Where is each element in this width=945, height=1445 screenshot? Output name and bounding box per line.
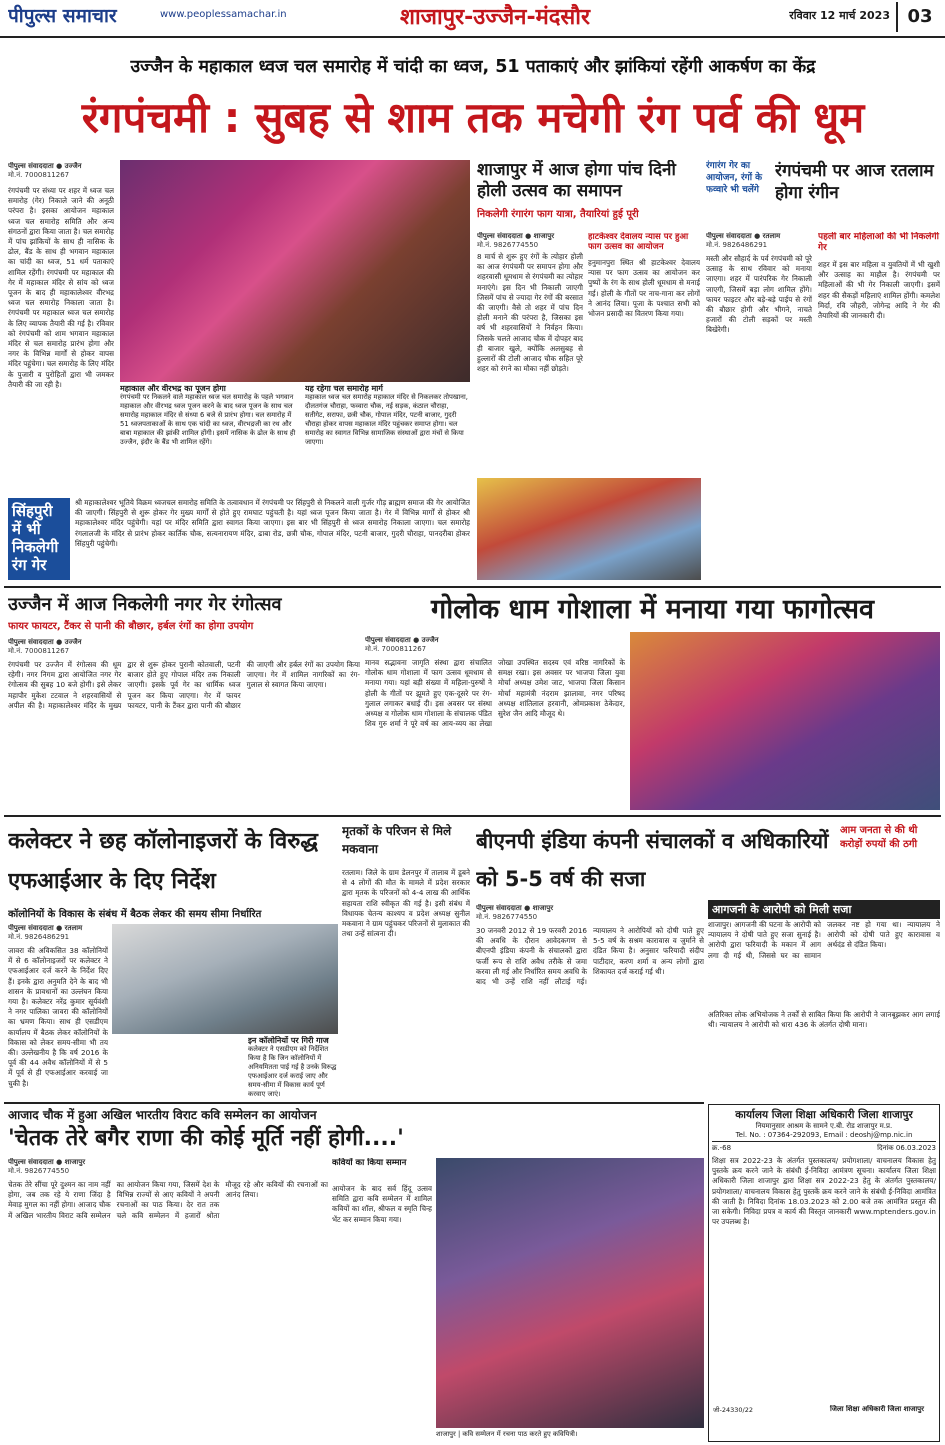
notice-office: कार्यालय जिला शिक्षा अधिकारी जिला शाजापुर: [735, 1109, 913, 1121]
newspaper-logo: [8, 2, 138, 28]
singhpuri-text: श्री महाकालेश्वर भूतिये विक्रम ध्वजचल समारोह समिति के तत्वावधान में रंगपंचमी पर सिंहपुरी से निकलने वाली गुर्जर गौड़ ब्राह्मण समाज की गेर आयोजित की जाएगी। सिंहपुरी से शुरू होकर गेर मुख्य मार्गों से होते हुए रामघाट पहुंचती है। यहां ध्वज पूजन किया जाता है। गेर में विभिन्न मार्गों से होकर श्री महाकालेश्वर मंदिर पहुंचेगी। यहां पर मंदिर समिति द्वारा स्वागत किया जाएगा। इस बार भी सिंहपुरी से ध्वज समारोह निकाला जाएगा। चल समारोह रंगलालजी के मंदिर से प्रारंभ होकर कार्तिक चौक, सत्यनारायण मंदिर, ढाबा रोड, छत्री चौक, गोपाल मंदिर, पटनी बाजार, गुदरी चौराहा, पानदरीबा होकर सिंहपुरी पहुंचेगी।: [75, 498, 470, 548]
shajapur-holi-photo: [477, 478, 701, 580]
ratlam-women-text: शहर में इस बार महिला व युवतियों में भी खुशी और उत्साह का माहौल है। रंगपंचमी पर महिलाओं की भी गेर निकाली जाएगी। इसमें शहर की सैकड़ों महिलाएं शामिल होंगी। कमलेश मिर्दा, रवि जौहरी, जोगेन्द्र आदि ने गेर की तैयारियों की जानकारी दी।: [818, 260, 940, 321]
notice-contact: Tel. No. : 07364-292093, Email : deoshj@mp.nic.in: [712, 1131, 936, 1142]
singhpuri-label: सिंहपुरी में भी निकलेगी रंग गेर: [8, 498, 70, 580]
golok-photo: [630, 632, 940, 810]
ratlam-women-title: पहली बार महिलाओं की भी निकलेगी गेर: [818, 232, 939, 253]
kavi-byline: पीपुल्स संवाददाता ● शाजापुर मो.नं. 9826774550: [8, 1158, 86, 1175]
collector-headline: कलेक्टर ने छह कॉलोनाइजरों के विरुद्ध एफआईआर के दिए निर्देश: [8, 829, 318, 894]
main-headline: रंगपंचमी : सुबह से शाम तक मचेगी रंग पर्व की धूम: [81, 93, 865, 142]
kavi-kicker: आजाद चौक में हुआ अखिल भारतीय विराट कवि सम्मेलन का आयोजन: [8, 1108, 317, 1122]
divider-3: [4, 1102, 704, 1104]
shajapur-holi-headline: शाजापुर में आज होगा पांच दिनी होली उत्सव का समापन: [477, 160, 676, 201]
bnp-headline: बीएनपी इंडिया कंपनी संचालकों व अधिकारियों को 5-5 वर्ष की सजा: [476, 829, 829, 891]
hatkeshwar-text: हनुमानपुरा स्थित श्री हाटकेश्वर देवालय न्यास पर फाग उत्सव का आयोजन कर पुष्पों के रंग के साथ होली धूमधाम से मनाई गई। होली के गीतों पर नाच-गाना कर लोगों ने आनंद लिया। पूजा के पश्चात सभी को भोजन प्रसादी का वितरण किया गया।: [588, 258, 700, 319]
bnp-text: 30 जनवरी 2012 से 19 फरवरी 2016 की अवधि के दौरान आवेदकगण से बीएनपी इंडिया कंपनी के संचालकों द्वारा फर्जी रूप से राशि अवैध तरीके से जमा करवा ली गई और निर्धारित समय अवधि के बाद भी उन्हें राशि नहीं लौटाई गई। न्यायालय ने आरोपियों को दोषी पाते हुए 5-5 वर्ष के सश्रम कारावास व जुर्माने से दंडित किया है। अनुसार फरियादी संदीप पाटीदार, करण शर्मा व अन्य लोगों द्वारा शिकायत दर्ज कराई गई थी।: [476, 926, 704, 987]
top-kicker: उज्जैन के महाकाल ध्वज चल समारोह में चांदी का ध्वज, 51 पताकाएं और झांकियां रहेंगी आकर्षण का केंद्र: [130, 57, 816, 77]
relief-headline: मृतकों के परिजन से मिले मकवाना: [342, 824, 452, 856]
ratlam-text: मस्ती और सौहार्द के पर्व रंगपंचमी को पूरे उत्साह के साथ रविवार को मनाया जाएगा। शहर में पारंपरिक गेर निकाली जाएगी, जिसमें बड़ा लोग शामिल होंगे। फायर फाइटर और बड़े-बड़े पाईप से रंगों की बौछार होगी और भीगने, नाचते हजारों की टोली सड़कों पर मस्ती बिखेरेगी।: [706, 254, 812, 335]
divider-1: [4, 586, 941, 588]
mahakal-photo: [120, 160, 470, 382]
golok-text: मानव सद्भावना जागृति संस्था द्वारा संचालित गोलोक धाम गोशाला में फाग उत्सव धूमधाम से मनाया गया। यहां बड़ी संख्या में महिला-पुरुषों ने होली के गीतों पर झूमते हुए एक-दूसरे पर रंग-गुलाल लगाकर बधाई दी। इस अवसर पर संस्था अध्यक्ष व गोलोक धाम गोशाला के संचालक पंडित शिव गुरु शर्मा ने पूरे वर्ष का आय-व्यय का लेखा जोखा उपस्थित सदस्य एवं वरिष्ठ नागरिकों के समक्ष रखा। इस अवसर पर भाजपा जिला युवा मोर्चा अध्यक्ष उमेश जाट, भाजपा जिला किसान मोर्चा महामंत्री नंदराम झालावा, नगर परिषद अध्यक्ष शांतिलाल हरवानी, ओमप्रकाश ठेकेदार, सुरेश जैन आदि मौजूद थे।: [365, 658, 625, 729]
kavi-photo-caption: शाजापुर | कवि सम्मेलन में रचना पाठ करते हुए कवियित्री।: [436, 1430, 578, 1438]
ujjain-ger-headline: उज्जैन में आज निकलेगी नगर गेर रंगोत्सव: [8, 594, 282, 615]
main-story-text: रंगपंचमी पर संध्या पर शहर में ध्वज चल समारोह (गेर) निकाले जाने की अनूठी परंपरा है। इसका आयोजन महाकाल ध्वज चल समारोह समिति और अन्य संगठनों द्वारा किया जाता है। चल समारोह में पांच झांकियों के साथ ही नासिक के ढोल, बैंड के साथ ही भगवान महाकाल का चांदी का ध्वज, 51 धर्म पताकाएं शामिल रहेंगी। रंगपंचमी पर महाकाल की गेर में महाकाल मंदिर से सांय को ध्वज पूजन के बाद ही महाकालेश्वर वीरभद्र ध्वज चल समारोह निकाला जाता है। रंगपंचमी पर महाकाल ध्वज चल समारोह के लिए व्यापक तैयारी की गई है। रविवार को रंगपंचमी को शाम भगवान महाकाल मंदिर से चल समारोह प्रारंभ होगा और नगर के विभिन्न मार्गों से होकर वापस मंदिर पहुंचेगा। चल समारोह के लिए मंदिर के पुजारी व पुरोहितों द्वारा भी जमकर तैयारी की जा रही है।: [8, 186, 114, 389]
collector-caption: इन कॉलोनियों पर गिरी गाज कलेक्टर ने एसडीएम को निर्देशित किया है कि जिन कॉलोनियों में अनियमितता पाई गई है उनके विरुद्ध एफआईआर दर्ज कराई जाए और समय-सीमा में विकास कार्य पूर्ण करवाए जाएं।: [248, 1036, 337, 1098]
arson-text: शाजापुर। आगजनी की घटना के आरोपी को न्यायालय ने दोषी पाते हुए सजा सुनाई है। आरोपी द्वारा फरियादी के मकान में आग लगा दी गई थी, जिससे घर का सामान जलकर नष्ट हो गया था। न्यायालय ने आरोपी को दोषी पाते हुए कारावास व अर्थदंड से दंडित किया।: [708, 920, 940, 960]
kavi-text: चेतक तेरे सींचा पूरे दुश्मन का नाम नहीं होगा, जब तक रहे ये राणा जिंदा है मेवाड़ मुगल का नहीं होगा। आजाद चौक में अखिल भारतीय विराट कवि सम्मेलन का आयोजन किया गया, जिसमें देश के विभिन्न राज्यों से आए कवियों ने अपनी रचनाओं का पाठ किया। देर रात तक चले कवि सम्मेलन में हजारों श्रोता मौजूद रहे और कवियों की रचनाओं का आनंद लिया।: [8, 1180, 328, 1220]
kavi-headline: 'चेतक तेरे बगैर राणा की कोई मूर्ति नहीं होगी....': [8, 1126, 404, 1151]
kavi-honor-title: कवियों का किया सम्मान: [332, 1158, 407, 1168]
masthead: [0, 0, 945, 38]
notice-code: जी-24330/22: [713, 1406, 753, 1414]
issue-date: रविवार 12 मार्च 2023: [789, 9, 890, 22]
notice-text: शिक्षा सत्र 2022-23 के अंतर्गत पुस्तकालय/ प्रयोगशाला/ वाचनालय विकास हेतु पुस्तके क्रय करने जाने के संबंधी ई-निविदा आमंत्रण सूचना। कार्यालय जिला शिक्षा अधिकारी जिला शाजापुर द्वारा शिक्षा सत्र 2022-23 हेतु के अंतर्गत पुस्तकालय/ प्रयोगशाला/ वाचनालय विकास हेतु पुस्तकें क्रय करने जाने के संबंधी ई-निविदा आमंत्रित की जाती है। निविदा दिनांक 18.03.2023 को 2.00 बजे तक आमंत्रित प्रस्तुत की जा सकेगी। निविदा प्रपत्र व कार्य की विस्तृत जानकारी www.mptenders.gov.in पर उपलब्ध है।: [712, 1156, 936, 1227]
section-title: शाजापुर-उज्जैन-मंदसौर: [399, 5, 591, 30]
ujjain-ger-byline: पीपुल्स संवाददाता ● उज्जैन मो.नं. 7000811267: [8, 638, 82, 655]
notice-date: दिनांक 06.03.2023: [877, 1144, 936, 1152]
shajapur-holi-text: 8 मार्च से शुरू हुए रंगों के त्योहार होली का आज रंगपंचमी पर समापन होगा और शहरवासी धूमधाम से रंगपंचमी का त्योहार मनाएंगे। इस दिन भी निकाली जाएगी जिसमें पांच से ज्यादा गेर रंगों की बरसात की जाएगी। वैसे तो शहर में पांच दिन होली मनाने की परंपरा है, जिसका इस वर्ष भी शहरवासियों ने निर्वहन किया। जिसके चलते आजाद चौक में दोपहर बाद ही बाजार खुले, क्योंकि अलसुबह से हुल्लारों की टोली आजाद चौक सहित पूरे शहर को रंगने का मौका नहीं छोड़ते।: [477, 252, 583, 374]
route-caption: यह रहेगा चल समारोह मार्ग महाकाल ध्वज चल समारोह महाकाल मंदिर से निकलकर तोपखाना, दौलतगंज चौराहा, फव्वारा चौक, नई सड़क, कंठाल चौराहा, सतीगेट, सराफा, छत्री चौक, गोपाल मंदिर, पटनी बाजार, गुदरी चौराहा होकर वापस महाकाल मंदिर पहुंचकर समाप्त होगा। चल समारोह का स्वागत विभिन्न सामाजिक संस्थाओं द्वारा मंचों से किया जाएगा।: [305, 384, 468, 446]
golok-headline: गोलोक धाम गोशाला में मनाया गया फागोत्सव: [431, 594, 874, 625]
mahakal-caption: महाकाल और वीरभद्र का पूजन होगा रंगपंचमी पर निकलने वाले महाकाल ध्वज चल समारोह के पहले भगवान महाकाल और वीरभद्र ध्वज पूजन करने के बाद ध्वज पूजन के साथ चल समारोह महाकाल मंदिर से संध्या 6 बजे से प्रारंभ होगा। चल समारोह में 51 ध्वजपताकाओं के साथ एक चांदी का ध्वज, वीरभद्रजी का रथ और बाबा महाकाल की झांकी शामिल होंगी। इसमें नासिक के ढोल के साथ ही उज्जैन, इंदौर के बैंड भी शामिल रहेंगे।: [120, 384, 296, 446]
shajapur-holi-sub: निकलेगी रंगारंग फाग यात्रा, तैयारियां हुई पूरी: [477, 209, 639, 220]
collector-sub: कॉलोनियों के विकास के संबंध में बैठक लेकर की समय सीमा निर्धारित: [8, 909, 262, 920]
tender-notice: [708, 1104, 940, 1442]
bnp-kicker: आम जनता से की थी करोड़ों रुपयों की ठगी: [840, 825, 918, 850]
collector-text: जावरा की अविकसित 38 कॉलोनियों में से 6 कॉलोनाइजरों पर कलेक्टर ने एफआईआर दर्ज करने के निर्देश दिए हैं। इनके द्वारा अनुमति देने के बाद भी शासन के प्रावधानों का उल्लंघन किया गया है। कलेक्टर नरेंद्र कुमार सूर्यवंशी ने नगर पालिका जावरा की कॉलोनियों का भ्रमण किया। साथ ही एसडीएम कार्यालय में बैठक लेकर कॉलोनियों के विकास को लेकर समय-सीमा भी तय की। उल्लेखनीय है कि वर्ष 2016 के पूर्व की 44 अवैध कॉलोनियों में से 5 में पूर्व से ही एफआईआर करवाई जा चुकी है।: [8, 946, 108, 1088]
kavi-photo: [436, 1158, 704, 1428]
shajapur-holi-byline: पीपुल्स संवाददाता ● शाजापुर मो.नं. 9826774550: [477, 232, 555, 249]
golok-byline: पीपुल्स संवाददाता ● उज्जैन मो.नं. 7000811267: [365, 636, 439, 653]
ratlam-kicker: रंगारंग गेर का आयोजन, रंगों के फव्वारे भी चलेंगे: [706, 161, 763, 195]
ratlam-byline: पीपुल्स संवाददाता ● रतलाम मो.नं. 9826486291: [706, 232, 781, 249]
collector-photo: [112, 924, 338, 1034]
ratlam-headline: रंगपंचमी पर आज रतलाम होगा रंगीन: [775, 161, 934, 203]
page-number: 03: [896, 2, 942, 32]
hatkeshwar-subhead: हाटकेश्वर देवालय न्यास पर हुआ फाग उत्सव का आयोजन: [588, 232, 689, 252]
main-byline: पीपुल्स संवाददाता ● उज्जैन मो.नं. 7000811267: [8, 162, 82, 179]
notice-address: नियमानुसार आश्रम के सामने ए.बी. रोड शाजापुर म.प्र.: [755, 1122, 893, 1130]
arson-headline: आगजनी के आरोपी को मिली सजा: [708, 900, 940, 919]
relief-text: रतलाम। जिले के ग्राम डेलनपुर में तालाब में डूबने से 4 लोगों की मौत के मामले में प्रदेश सरकार द्वारा मृतक के परिजनों को 4-4 लाख की आर्थिक सहायता राशि स्वीकृत की गई है। इसी संबंध में विधायक चेतन्य काश्यप व प्रदेश अध्यक्ष सुनील मकवाना ने ग्राम पहुंचकर परिजनों से मुलाकात की तथा उन्हें सांत्वना दी।: [342, 868, 470, 939]
arson-text-2: अतिरिक्त लोक अभियोजक ने तर्कों से साबित किया कि आरोपी ने जानबूझकर आग लगाई थी। न्यायालय ने आरोपी को धारा 436 के अंतर्गत दोषी माना।: [708, 1010, 940, 1030]
kavi-honor-text: आयोजन के बाद सर्व हिंदू उत्सव समिति द्वारा कवि सम्मेलन में शामिल कवियों का शॉल, श्रीफल व स्मृति चिन्ह भेंट कर सम्मान किया गया।: [332, 1184, 432, 1224]
collector-byline: पीपुल्स संवाददाता ● रतलाम मो.नं. 9826486291: [8, 924, 83, 941]
website-url: www.peoplessamachar.in: [160, 9, 287, 20]
bnp-byline: पीपुल्स संवाददाता ● शाजापुर मो.नं. 9826774550: [476, 904, 554, 921]
divider-2: [4, 815, 941, 817]
notice-sign: जिला शिक्षा अधिकारी जिला शाजापुर: [829, 1405, 925, 1413]
notice-ref: क्र.-68: [712, 1144, 732, 1152]
ujjain-ger-sub: फायर फायटर, टैंकर से पानी की बौछार, हर्बल रंगों का होगा उपयोग: [8, 621, 254, 632]
ujjain-ger-text: रंगपंचमी पर उज्जैन में रंगोत्सव की धूम रहेगी। नगर निगम द्वारा आयोजित नगर गेर रंगोत्सव की सुबह 10 बजे होगी। इसे लेकर महापौर मुकेश टटवाल ने शहरवासियों से अपील की है। महाकालेश्वर मंदिर के मुख्य द्वार से शुरू होकर पुरानी कोतवाली, पटनी बाजार होते हुए गोपाल मंदिर तक निकाली जाएगी। इसके पूर्व गेर का धार्मिक ध्वज पूजन कर किया जाएगा। गेर में फायर फायटर, पानी के टैंकर द्वारा पानी की बौछार की जाएगी और हर्बल रंगों का उपयोग किया जाएगा। गेर में शामिल नागरिकों का रंग-गुलाल से स्वागत किया जाएगा।: [8, 660, 360, 710]
logo-text: पीपुल्स समाचार: [8, 5, 117, 27]
